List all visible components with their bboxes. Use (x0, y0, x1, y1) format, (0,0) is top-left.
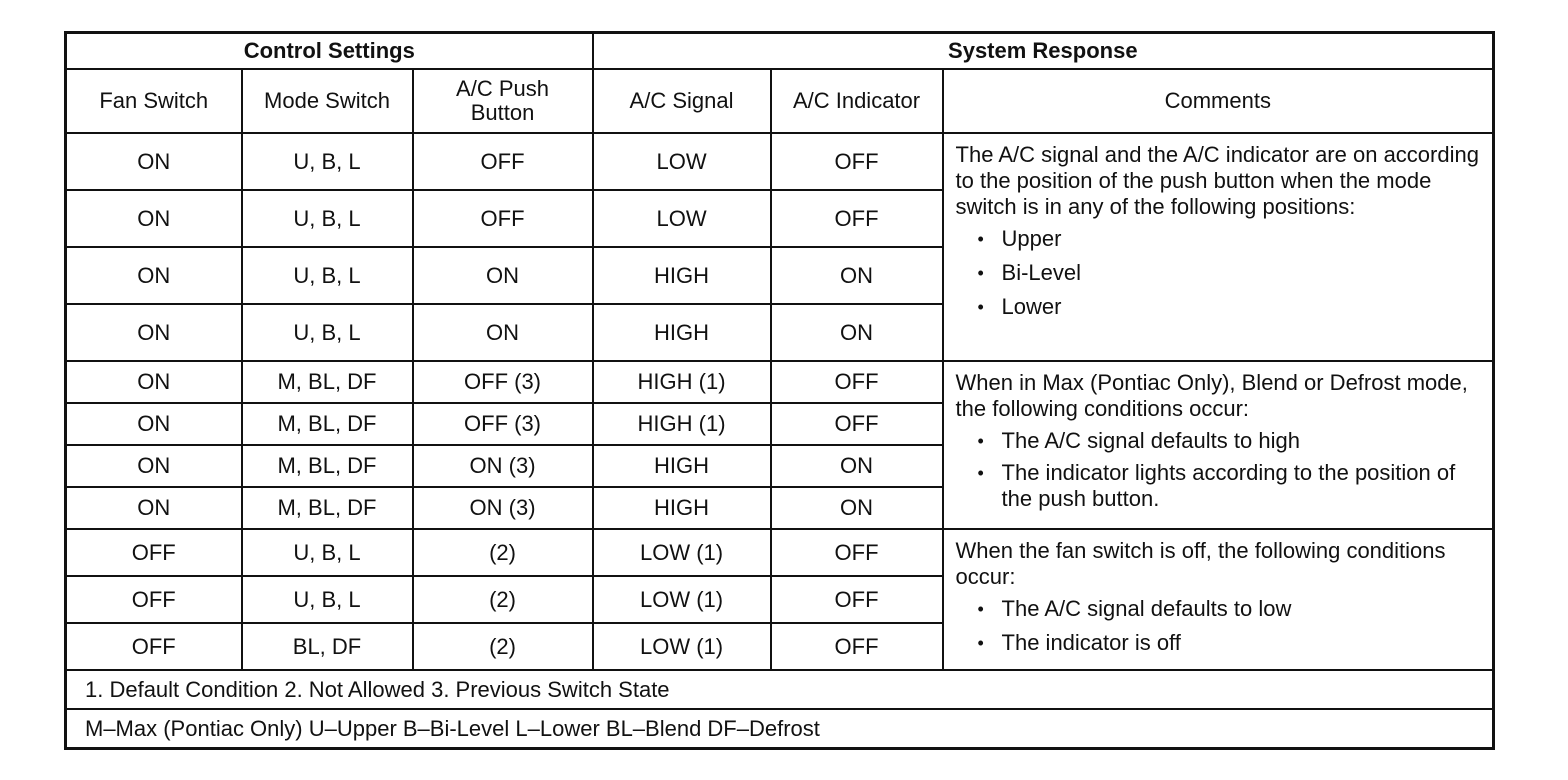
indicator-cell: OFF (771, 403, 943, 445)
fan-cell: ON (66, 247, 242, 304)
fan-cell: OFF (66, 529, 242, 576)
indicator-cell: ON (771, 487, 943, 529)
table-row (66, 529, 1494, 576)
ac-push-button-header-line1: A/C Push (456, 75, 549, 101)
ac-control-table (64, 31, 1495, 750)
table-row (66, 361, 1494, 403)
push-cell: OFF (3) (413, 403, 593, 445)
indicator-cell: OFF (771, 623, 943, 670)
push-cell: (2) (413, 623, 593, 670)
signal-cell: LOW (593, 133, 771, 190)
signal-cell: HIGH (1) (593, 361, 771, 403)
signal-cell: HIGH (593, 445, 771, 487)
fan-cell: ON (66, 445, 242, 487)
signal-cell: HIGH (593, 247, 771, 304)
comment-bullet: • The A/C signal defaults to low (978, 596, 1481, 622)
ac-indicator-header: A/C Indicator (771, 69, 943, 133)
comment-bullet: • Bi-Level (978, 260, 1481, 286)
fan-cell: ON (66, 403, 242, 445)
signal-cell: HIGH (593, 304, 771, 361)
push-cell: ON (3) (413, 487, 593, 529)
indicator-cell: OFF (771, 133, 943, 190)
comment-text: When the fan switch is off, the following conditions occur: (955, 538, 1446, 589)
indicator-cell: OFF (771, 576, 943, 623)
signal-cell: LOW (1) (593, 576, 771, 623)
comment-bullet: • The indicator is off (978, 630, 1481, 656)
mode-cell: U, B, L (242, 529, 413, 576)
mode-cell: U, B, L (242, 304, 413, 361)
mode-cell: M, BL, DF (242, 445, 413, 487)
push-cell: (2) (413, 576, 593, 623)
indicator-cell: ON (771, 445, 943, 487)
fan-cell: ON (66, 133, 242, 190)
table-row (66, 133, 1494, 190)
signal-cell: LOW (593, 190, 771, 247)
comment-text: When in Max (Pontiac Only), Blend or Defrost mode, the following conditions occur: (955, 370, 1468, 421)
comment-bullet-list (956, 428, 1481, 512)
signal-cell: LOW (1) (593, 529, 771, 576)
fan-cell: ON (66, 487, 242, 529)
push-cell: (2) (413, 529, 593, 576)
indicator-cell: ON (771, 247, 943, 304)
comment-cell-1 (943, 133, 1494, 361)
comment-text: The A/C signal and the A/C indicator are on according to the position of the push button when the mode switch is in any of the following positions: (955, 142, 1479, 219)
comments-header: Comments (943, 69, 1494, 133)
footnote-notes: 1. Default Condition 2. Not Allowed 3. Previous Switch State (66, 670, 1494, 709)
mode-cell: U, B, L (242, 133, 413, 190)
fan-cell: ON (66, 304, 242, 361)
indicator-cell: ON (771, 304, 943, 361)
mode-switch-header: Mode Switch (242, 69, 413, 133)
ac-push-button-header-line2: Button (470, 100, 535, 125)
comment-bullet: • The A/C signal defaults to high (978, 428, 1481, 454)
ac-control-table-container (64, 31, 1492, 743)
indicator-cell: OFF (771, 529, 943, 576)
push-cell: OFF (413, 133, 593, 190)
push-cell: ON (413, 304, 593, 361)
comment-bullet: • Lower (978, 294, 1481, 320)
signal-cell: LOW (1) (593, 623, 771, 670)
footnote-row (66, 670, 1494, 709)
mode-cell: BL, DF (242, 623, 413, 670)
fan-switch-header: Fan Switch (66, 69, 242, 133)
mode-cell: M, BL, DF (242, 403, 413, 445)
comment-bullet-list (956, 226, 1481, 320)
mode-cell: U, B, L (242, 576, 413, 623)
footnote-legend: M–Max (Pontiac Only) U–Upper B–Bi-Level L–Lower BL–Blend DF–Defrost (66, 709, 1494, 749)
comment-bullet: • Upper (978, 226, 1481, 252)
footnote-row (66, 709, 1494, 749)
mode-cell: U, B, L (242, 247, 413, 304)
push-cell: ON (413, 247, 593, 304)
control-settings-header: Control Settings (66, 33, 593, 70)
fan-cell: OFF (66, 623, 242, 670)
mode-cell: U, B, L (242, 190, 413, 247)
comment-bullet: • The indicator lights according to the position of the push button. (978, 460, 1481, 512)
comment-cell-2 (943, 361, 1494, 529)
mode-cell: M, BL, DF (242, 487, 413, 529)
comment-bullet-list (956, 596, 1481, 656)
indicator-cell: OFF (771, 190, 943, 247)
fan-cell: OFF (66, 576, 242, 623)
indicator-cell: OFF (771, 361, 943, 403)
signal-cell: HIGH (593, 487, 771, 529)
ac-push-button-header (413, 69, 593, 133)
ac-signal-header: A/C Signal (593, 69, 771, 133)
system-response-header: System Response (593, 33, 1494, 70)
fan-cell: ON (66, 361, 242, 403)
signal-cell: HIGH (1) (593, 403, 771, 445)
push-cell: OFF (413, 190, 593, 247)
fan-cell: ON (66, 190, 242, 247)
mode-cell: M, BL, DF (242, 361, 413, 403)
push-cell: ON (3) (413, 445, 593, 487)
push-cell: OFF (3) (413, 361, 593, 403)
comment-cell-3 (943, 529, 1494, 670)
